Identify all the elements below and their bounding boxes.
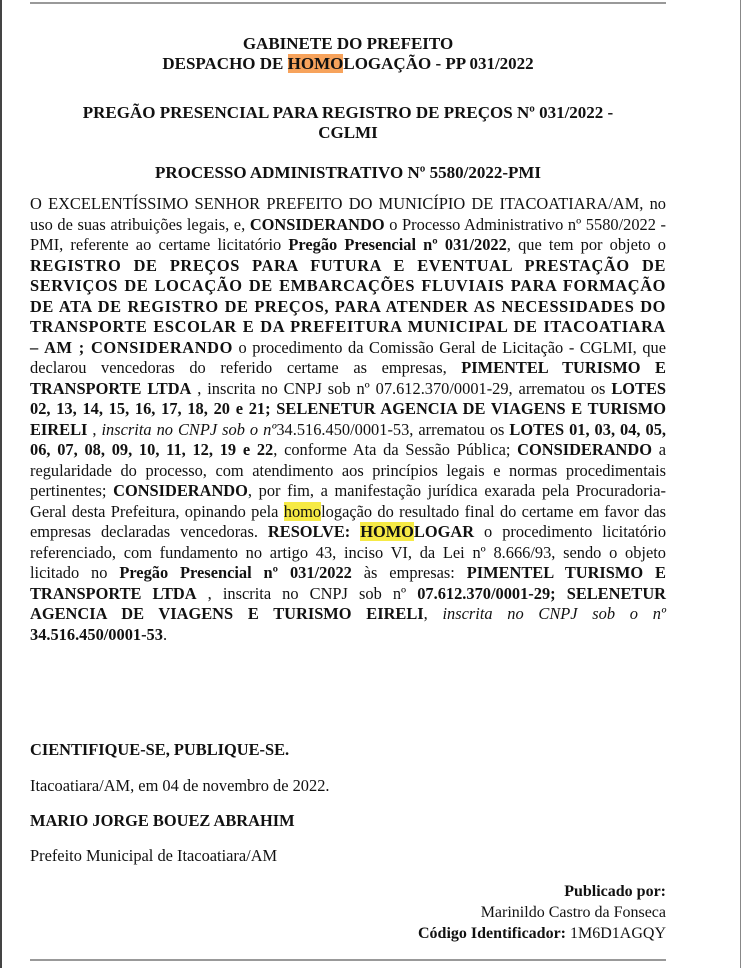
body-text-11: ,: [87, 419, 102, 439]
body-text-3: o Processo Administrativo nº 5580/2022 - PMI, referente ao certame licitatório: [30, 214, 666, 254]
body-text-26: Pregão Presencial nº 031/2022: [119, 563, 352, 582]
body-text-6: REGISTRO DE PREÇOS PARA FUTURA E EVENTUAL PRESTAÇÃO DE SERVIÇOS DE LOCAÇÃO DE EMBARCAÇÕES FLUVIAIS PARA FORMAÇÃO DE ATA DE REGISTRO DE PREÇOS, PARA ATENDER AS NECESSIDADES DO TRANSPORTE ESCOLAR E DA PREFEITURA MUNICIPAL DE ITACOATIARA – AM ; CONSIDERANDO: [30, 255, 666, 357]
body-text-14: LOTES 01, 03, 04, 05, 06, 07, 08, 09, 10, 11, 12, 19 e 22: [30, 419, 667, 459]
body-text-27: às empresas:: [351, 563, 467, 582]
body-text-10: LOTES 02, 13, 14, 15, 16, 17, 18, 20 e 21; SELENETUR AGENCIA DE VIAGENS E TURISMO EIRELI: [30, 378, 666, 439]
body-text-24: LOGAR: [413, 522, 475, 541]
header-dispatch: [30, 54, 666, 74]
search-highlight: homo: [283, 501, 322, 521]
body-text-28: PIMENTEL TURISMO E TRANSPORTE LTDA: [30, 563, 666, 603]
body-text-31: ,: [423, 604, 443, 623]
body-text-7: o procedimento da Comissão Geral de Licitação - CGLMI, que declarou vencedoras do referido certame as empresas,: [30, 337, 667, 377]
body-text-34: 34.516.450/0001-53: [30, 624, 163, 644]
body-text-19: , por fim, a manifestação jurídica exarada pela Procuradoria-Geral desta Prefeitura, opinando pela: [30, 481, 666, 521]
body-text-8: PIMENTEL TURISMO E TRANSPORTE LTDA: [30, 358, 666, 398]
identifier-code: [418, 924, 666, 944]
body-text-35: .: [162, 624, 168, 644]
body-text-15: , conforme Ata da Sessão Pública;: [273, 440, 518, 459]
body-text-25: o procedimento licitatório referenciado, com fundamento no artigo 43, inciso VI, da Lei nº 8.666/93, sendo o objeto licitado no: [30, 522, 667, 582]
body-text-1: O EXCELENTÍSSIMO SENHOR PREFEITO DO MUNICÍPIO DE ITACOATIARA/AM, no uso de suas atribuições legais, e,: [30, 194, 666, 234]
search-highlight: HOMO: [360, 522, 414, 541]
body-paragraph: [30, 194, 666, 645]
process-title: PROCESSO ADMINISTRATIVO Nº 5580/2022-PMI: [154, 163, 542, 182]
body-text-21: logação do resultado final do certame em favor das empresas declaradas vencedoras.: [30, 501, 666, 541]
header-office: GABINETE DO PREFEITO: [242, 34, 454, 53]
body-text-5: , que tem por objeto o: [506, 235, 666, 254]
body-text-30: 07.612.370/0001-29; SELENETUR AGENCIA DE VIAGENS E TURISMO EIRELI: [30, 583, 666, 623]
header-dispatch-prefix: DESPACHO DE: [162, 54, 288, 73]
body-text-12: inscrita no CNPJ sob o nº: [101, 419, 277, 439]
identifier-value: 1M6D1AGQY: [566, 925, 666, 942]
published-by-label: Publicado por:: [564, 883, 666, 900]
publisher-name: Marinildo Castro da Fonseca: [480, 904, 666, 921]
body-text-17: a regularidade do processo, com atendimento aos princípios legais e normas procedimentais pertinentes;: [30, 440, 666, 500]
signer-role: Prefeito Municipal de Itacoatiara/AM: [30, 846, 278, 865]
search-highlight: HOMO: [287, 54, 344, 73]
bottom-rule: [30, 959, 666, 961]
dispatch-body: [30, 194, 666, 645]
body-text-13: 34.516.450/0001-53, arrematou os: [276, 419, 510, 439]
body-text-22: RESOLVE:: [267, 522, 361, 541]
body-text-2: CONSIDERANDO: [249, 214, 385, 234]
document-subtitle: [30, 103, 666, 143]
top-rule: [30, 2, 666, 4]
body-text-4: Pregão Presencial nº 031/2022: [288, 235, 507, 254]
signer-name: MARIO JORGE BOUEZ ABRAHIM: [30, 811, 295, 830]
page-left-border: [0, 0, 2, 968]
body-text-16: CONSIDERANDO: [517, 440, 652, 459]
dispatch-date: Itacoatiara/AM, em 04 de novembro de 2022.: [30, 776, 330, 795]
document-header: [30, 34, 666, 74]
body-text-32: inscrita no CNPJ sob o nº: [442, 604, 666, 623]
publish-order: CIENTIFIQUE-SE, PUBLIQUE-SE.: [30, 740, 290, 759]
identifier-label: Código Identificador:: [418, 925, 566, 942]
body-text-29: , inscrita no CNPJ sob nº: [196, 583, 418, 603]
subtitle-line-2: CGLMI: [318, 123, 378, 142]
body-text-9: , inscrita no CNPJ sob nº 07.612.370/0001-29, arrematou os: [191, 378, 612, 398]
header-dispatch-suffix: LOGAÇÃO - PP 031/2022: [343, 54, 534, 73]
page-right-border: [740, 0, 741, 968]
subtitle-line-1: PREGÃO PRESENCIAL PARA REGISTRO DE PREÇOS Nº 031/2022 -: [82, 103, 614, 122]
body-text-18: CONSIDERANDO: [113, 481, 248, 500]
